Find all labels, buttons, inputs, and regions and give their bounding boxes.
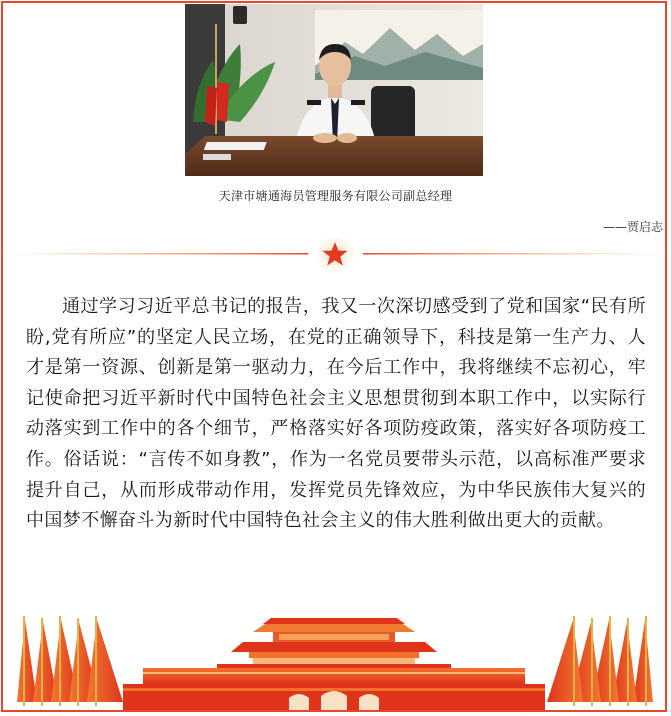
portrait-photo <box>185 4 483 176</box>
photo-caption: 天津市塘通海员管理服务有限公司副总经理 <box>218 189 453 203</box>
left-flags <box>17 616 123 706</box>
section-divider <box>0 236 671 272</box>
tiananmen-illustration <box>3 602 667 710</box>
author-signature: ——贾启志 <box>602 220 663 234</box>
article-body: 通过学习习近平总书记的报告，我又一次深切感受到了党和国家“民有所盼,党有所应”的坚定人民立场，在党的正确领导下，科技是第一生产力、人才是第一资源、创新是第一驱动力，在今后工作中，我将继续不忘初心，牢记使命把习近平新时代中国特色社会主义思想贯彻到本职工作中，以实际行动落实到工作中的各个细节，严格落实好各项防疫政策，落实好各项防疫工作。俗话说：“言传不如身教”，作为一名党员要带头示范，以高标准严要求提升自己，从而形成带动作用，发挥党员先锋效应，为中华民族伟大复兴的中国梦不懈奋斗为新时代中国特色社会主义的伟大胜利做出更大的贡献。 <box>26 296 646 532</box>
right-flags <box>547 616 653 706</box>
gate-tower <box>123 618 545 710</box>
